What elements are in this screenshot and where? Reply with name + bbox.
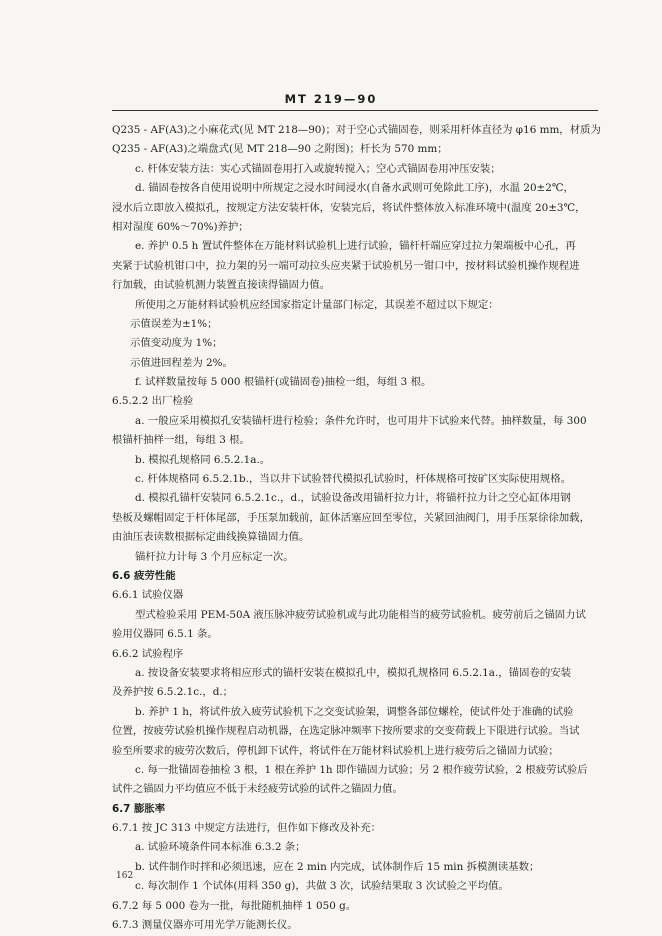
text-line: Q235 - AF(A3)之端盘式(见 MT 218—90 之附图)；杆长为 570 mm； [112, 143, 448, 156]
text-line: d. 模拟孔锚杆安装同 6.5.2.1c.，d.，试验设备改用锚杆拉力计，将锚杆拉力计之空心缸体用钢 [135, 492, 571, 505]
text-line: 6.6.2 试验程序 [112, 647, 184, 660]
text-line: 由油压表读数根据标定曲线换算锚固力值。 [112, 531, 310, 544]
section-heading: 6.6 疲劳性能 [112, 569, 176, 582]
text-line: a. 按设备安装要求将相应形式的锚杆安装在模拟孔中，模拟孔规格同 6.5.2.1a.，锚固卷的安装 [135, 666, 572, 679]
text-line: b. 模拟孔规格同 6.5.2.1a.。 [135, 453, 271, 466]
text-line [112, 567, 602, 586]
text-line: 验至所要求的疲劳次数后，停机卸下试件，将试件在万能材料试验机上进行疲劳后之锚固力试验； [112, 744, 559, 757]
text-line: 浸水后立即放入模拟孔，按规定方法安装杆体，安装完后，将试件整体放入标准环境中(温度 20±3℃， [112, 201, 586, 214]
text-line: e. 养护 0.5 h 置试件整体在万能材料试验机上进行试验，锚杆杆端应穿过拉力架端板中心孔，再 [135, 240, 576, 253]
text-line: 6.5.2.2 出厂检验 [112, 395, 194, 408]
text-line: 及养护按 6.5.2.1c.，d.； [112, 686, 234, 699]
text-line: 锚杆拉力计每 3 个月应标定一次。 [135, 550, 294, 563]
text-line: 根锚杆抽样一组，每组 3 根。 [112, 434, 250, 447]
page-number: 162 [116, 871, 134, 881]
text-line: 6.7.2 每 5 000 卷为一批，每批随机抽样 1 050 g。 [112, 899, 357, 912]
text-line: 示值进回程差为 2%。 [130, 356, 233, 369]
text-line: 6.6.1 试验仪器 [112, 589, 184, 602]
header-rule [112, 110, 598, 111]
text-line: 6.7.3 测量仪器亦可用光学万能测长仪。 [112, 919, 298, 932]
text-line: b. 养护 1 h，将试件放入疲劳试验机下之交变试验架，调整各部位螺栓，使试件处于准确的试验 [135, 705, 574, 718]
text-line: 示值误差为±1%； [130, 317, 218, 330]
text-line [112, 800, 602, 819]
text-line: 相对湿度 60%～70%)养护； [112, 220, 249, 233]
text-line: c. 每次制作 1 个试体(用料 350 g)，共做 3 次，试验结果取 3 次试验之平均值。 [135, 880, 509, 893]
page-header-code: MT 219—90 [284, 92, 378, 106]
document-body [112, 121, 602, 935]
text-line: 行加载，由试验机测力装置直接读得锚固力值。 [112, 279, 331, 292]
text-line: a. 一般应采用模拟孔安装锚杆进行检验；条件允许时，也可用井下试验来代替。抽样数量，每 300 [135, 414, 587, 427]
text-line: d. 锚固卷按各自使用说明中所规定之浸水时间浸水(自备水武则可免除此工序)，水温 20±2℃， [135, 182, 574, 195]
text-line: a. 试验环境条件同本标准 6.3.2 条； [135, 841, 306, 854]
section-heading: 6.7 膨胀率 [112, 802, 166, 815]
text-line: 验用仪器同 6.5.1 条。 [112, 628, 218, 641]
text-line: 垫板及螺帽固定于杆体尾部，手压泵加载前，缸体活塞应回至零位，关紧回油阀门，用手压泵徐徐加载， [112, 511, 590, 524]
text-line: 所使用之万能材料试验机应经国家指定计量部门标定，其误差不超过以下规定： [135, 298, 499, 311]
text-line: 6.7.1 按 JC 313 中规定方法进行，但作如下修改及补充： [112, 822, 382, 835]
text-line: c. 杆体安装方法：实心式锚固卷用打入或旋转搅入；空心式锚固卷用冲压安装； [135, 162, 501, 175]
text-line: f. 试样数量按每 5 000 根锚杆(或锚固卷)抽检一组，每组 3 根。 [135, 376, 432, 389]
text-line: 试件之锚固力平均值应不低于未经疲劳试验的试件之锚固力值。 [112, 783, 403, 796]
text-line: 示值变动度为 1%； [130, 337, 223, 350]
text-line: c. 杆体规格同 6.5.2.1b.，当以井下试验替代模拟孔试验时，杆体规格可按矿区实际使用规格。 [135, 473, 572, 486]
text-line: 位置，按疲劳试验机操作规程启动机器，在选定脉冲频率下按所要求的交变荷载上下限进行试验。当试 [112, 725, 580, 738]
text-line: 型式检验采用 PEM-50A 液压脉冲疲劳试验机或与此功能相当的疲劳试验机。疲劳前后之锚固力试 [135, 608, 586, 621]
text-line: Q235 - AF(A3)之小麻花式(见 MT 218—90)；对于空心式锚固卷，则采用杆体直径为 φ16 mm，材质为 [112, 124, 601, 136]
text-line: b. 试件制作时拌和必须迅速，应在 2 min 内完成，试体制作后 15 min 拆模测读基数； [135, 860, 540, 873]
text-line: 夹紧于试验机钳口中，拉力架的另一端可动拉头应夹紧于试验机另一钳口中，按材料试验机操作规程进 [112, 259, 580, 272]
text-line: c. 每一批锚固卷抽检 3 根，1 根在养护 1h 即作锚固力试验；另 2 根作疲劳试验，2 根疲劳试验后 [135, 763, 588, 776]
